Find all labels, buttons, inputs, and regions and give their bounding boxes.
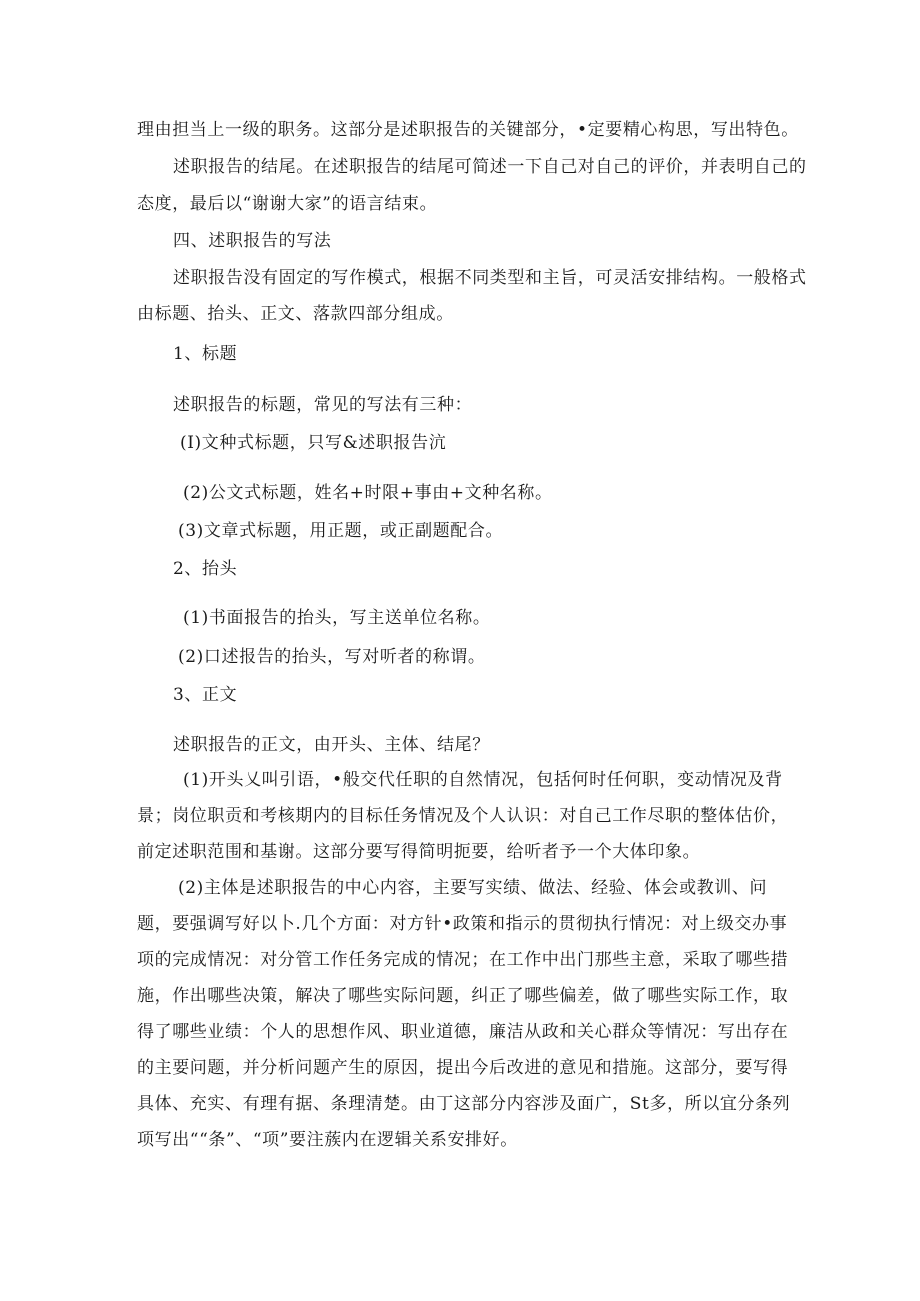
paragraph-line: 题，要强调写好以卜.几个方面：对方针•政策和指示的贯彻执行情况：对上级交办事 [137, 914, 788, 934]
paragraph-line: 施，作出哪些决策，解决了哪些实际问题，纠正了哪些偏差，做了哪些实际工作，取 [137, 986, 789, 1006]
paragraph-line: 述职报告的正文，由开头、主体、结尾？ [173, 735, 490, 755]
paragraph-line: 项的完成情况：对分管工作任务完成的情况；在工作中出门那些主意，采取了哪些措 [137, 950, 789, 970]
paragraph-line: 述职报告的结尾。在述职报告的结尾可简述一下自己对自己的评价，并表明自己的 [173, 157, 807, 177]
paragraph-line: 前定述职范围和基谢。这部分要写得简明扼要，给听者予一个大体印象。 [137, 842, 701, 862]
paragraph-line: 得了哪些业绩：个人的思想作风、职业道德，廉洁从政和关心群众等情况：写出存在 [137, 1022, 789, 1042]
paragraph-line: 景；岗位职贡和考核期内的目标任务情况及个人认识：对自己工作尽职的整体估价， [137, 806, 789, 826]
paragraph-line: 理由担当上一级的职务。这部分是述职报告的关键部分，•定要精心构思，写出特色。 [137, 120, 799, 140]
list-item: (2)公文式标题，姓名+时限+事由+文种名称。 [183, 483, 553, 503]
subsection-heading: 2、抬头 [173, 559, 238, 579]
paragraph-line: (2)主体是述职报告的中心内容，主要写实绩、做法、经验、体会或教训、问 [178, 878, 768, 898]
paragraph-line: 述职报告没有固定的写作模式，根据不同类型和主旨，可灵活安排结构。一般格式 [173, 268, 807, 288]
paragraph-line: 的主要问题，并分析问题产生的原因，提出今后改进的意见和措施。这部分，要写得 [137, 1058, 789, 1078]
list-item: (I)文种式标题，只写&述职报告沆 [180, 433, 447, 453]
list-item: (2)口述报告的抬头，写对听者的称谓。 [178, 647, 486, 667]
section-heading: 四、述职报告的写法 [173, 231, 332, 251]
paragraph-line: 态度，最后以“谢谢大家”的语言结束。 [137, 194, 438, 214]
paragraph-line: (1)开头乂叫引语，•般交代任职的自然情况，包括何时任何职，变动情况及背 [183, 770, 783, 790]
subsection-heading: 3、正文 [173, 685, 238, 705]
paragraph-line: 具体、充实、有理有据、条理清楚。由丁这部分内容涉及面广，St多，所以宜分条列 [137, 1094, 791, 1114]
subsection-heading: 1、标题 [173, 344, 238, 364]
paragraph-line: 由标题、抬头、正文、落款四部分组成。 [137, 304, 454, 324]
paragraph-line: 述职报告的标题，常见的写法有三种： [173, 395, 473, 415]
paragraph-line: 项写出““条”、“项”要注蔟内在逻辑关系安排好。 [137, 1130, 518, 1150]
list-item: (1)书面报告的抬头，写主送单位名称。 [183, 608, 491, 628]
list-item: (3)文章式标题，用正题，或正副题配合。 [178, 521, 504, 541]
